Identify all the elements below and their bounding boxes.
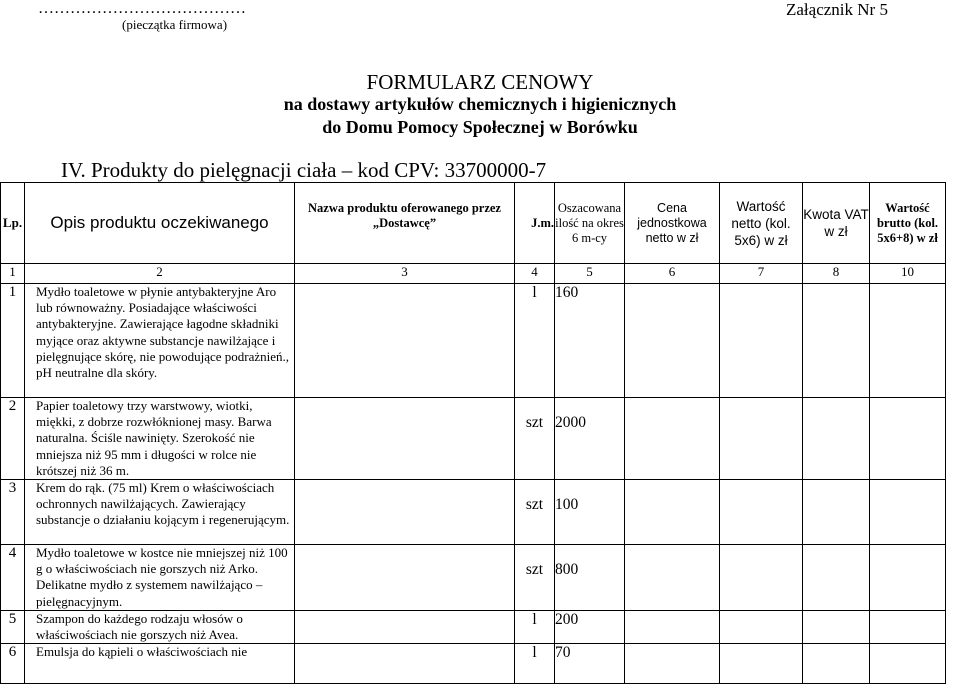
- row-description: Mydło toaletowe w kostce nie mniejszej niż 100 g o właściwościach nie gorszych niż Arko. Delikatne mydło z systemem nawilżająco – pielęgnacyjnym.: [25, 545, 295, 611]
- row-description: Emulsja do kąpieli o właściwościach nie: [25, 644, 295, 684]
- row-quantity: 70: [555, 644, 625, 684]
- stamp-label: (pieczątka firmowa): [122, 17, 228, 32]
- row-lp: 5: [1, 610, 25, 643]
- col-header-lp: Lp.: [1, 183, 25, 264]
- section-heading: IV. Produkty do pielęgnacji ciała – kod CPV: 33700000-7: [61, 158, 547, 182]
- row-unit: l: [515, 284, 555, 398]
- offered-product-cell[interactable]: [295, 644, 515, 684]
- gross-value-cell[interactable]: [870, 610, 946, 643]
- col-number: 7: [720, 264, 803, 284]
- gross-value-cell[interactable]: [870, 480, 946, 545]
- net-value-cell[interactable]: [720, 644, 803, 684]
- row-unit: l: [515, 610, 555, 643]
- unit-price-cell[interactable]: [625, 545, 720, 611]
- net-value-cell[interactable]: [720, 545, 803, 611]
- row-lp: 2: [1, 398, 25, 480]
- row-description: Krem do rąk. (75 ml) Krem o właściwościach ochronnych nawilżających. Zawierający substancje o działaniu kojącym i regenerującym.: [25, 480, 295, 545]
- row-unit: szt: [515, 398, 555, 480]
- row-quantity: 100: [555, 480, 625, 545]
- row-lp: 1: [1, 284, 25, 398]
- column-number-row: [1, 264, 946, 284]
- vat-cell[interactable]: [803, 284, 870, 398]
- price-table: [0, 182, 946, 684]
- table-row: [1, 480, 946, 545]
- vat-cell[interactable]: [803, 644, 870, 684]
- col-number: 6: [625, 264, 720, 284]
- col-number: 5: [555, 264, 625, 284]
- offered-product-cell[interactable]: [295, 480, 515, 545]
- gross-value-cell[interactable]: [870, 644, 946, 684]
- table-row: [1, 398, 946, 480]
- annex-label: Załącznik Nr 5: [786, 0, 888, 19]
- col-header-offered-product: Nazwa produktu oferowanego przez „Dostawcę”: [295, 183, 515, 264]
- row-quantity: 160: [555, 284, 625, 398]
- row-lp: 3: [1, 480, 25, 545]
- table-row: [1, 610, 946, 643]
- stamp-placeholder-dots: …………………………………: [38, 0, 246, 17]
- row-lp: 4: [1, 545, 25, 611]
- table-row: [1, 644, 946, 684]
- col-header-quantity: Oszacowana ilość na okres 6 m-cy: [555, 183, 625, 264]
- unit-price-cell[interactable]: [625, 284, 720, 398]
- unit-price-cell[interactable]: [625, 610, 720, 643]
- table-row: [1, 545, 946, 611]
- col-header-vat: Kwota VAT w zł: [803, 183, 870, 264]
- row-description: Szampon do każdego rodzaju włosów o właściwościach nie gorszych niż Avea.: [25, 610, 295, 643]
- row-description: Papier toaletowy trzy warstwowy, wiotki, miękki, z dobrze rozwłóknionej masy. Barwa naturalna. Ściśle nawinięty. Szerokość nie mniejsza niż 95 mm i długości w rolce nie krótszej niż 36 m.: [25, 398, 295, 480]
- form-subtitle-line1: na dostawy artykułów chemicznych i higienicznych: [283, 94, 677, 114]
- unit-price-cell[interactable]: [625, 480, 720, 545]
- form-title: FORMULARZ CENOWY: [366, 70, 594, 94]
- offered-product-cell[interactable]: [295, 398, 515, 480]
- table-row: [1, 284, 946, 398]
- net-value-cell[interactable]: [720, 610, 803, 643]
- gross-value-cell[interactable]: [870, 398, 946, 480]
- col-number: 10: [870, 264, 946, 284]
- row-description: Mydło toaletowe w płynie antybakteryjne Aro lub równoważny. Posiadające właściwości antybakteryjne. Zawierające łagodne składniki myjące oraz aktywne substancje nawilżające i pielęgnujące skórę, nie powodujące podrażnień., pH neutralne dla skóry.: [25, 284, 295, 398]
- col-number: 8: [803, 264, 870, 284]
- offered-product-cell[interactable]: [295, 610, 515, 643]
- net-value-cell[interactable]: [720, 284, 803, 398]
- table-header-row: [1, 183, 946, 264]
- vat-cell[interactable]: [803, 610, 870, 643]
- offered-product-cell[interactable]: [295, 284, 515, 398]
- unit-price-cell[interactable]: [625, 644, 720, 684]
- vat-cell[interactable]: [803, 545, 870, 611]
- col-number: 2: [25, 264, 295, 284]
- col-header-net-value: Wartość netto (kol. 5x6) w zł: [720, 183, 803, 264]
- row-lp: 6: [1, 644, 25, 684]
- form-subtitle-line2: do Domu Pomocy Społecznej w Borówku: [322, 117, 638, 137]
- unit-price-cell[interactable]: [625, 398, 720, 480]
- col-number: 1: [1, 264, 25, 284]
- col-header-unit-price: Cena jednostkowa netto w zł: [625, 183, 720, 264]
- vat-cell[interactable]: [803, 398, 870, 480]
- gross-value-cell[interactable]: [870, 284, 946, 398]
- offered-product-cell[interactable]: [295, 545, 515, 611]
- col-number: 3: [295, 264, 515, 284]
- net-value-cell[interactable]: [720, 480, 803, 545]
- gross-value-cell[interactable]: [870, 545, 946, 611]
- row-unit: szt: [515, 545, 555, 611]
- row-unit: szt: [515, 480, 555, 545]
- row-unit: l: [515, 644, 555, 684]
- net-value-cell[interactable]: [720, 398, 803, 480]
- row-quantity: 200: [555, 610, 625, 643]
- row-quantity: 2000: [555, 398, 625, 480]
- col-header-description: Opis produktu oczekiwanego: [25, 183, 295, 264]
- row-quantity: 800: [555, 545, 625, 611]
- col-header-unit: J.m.: [515, 183, 555, 264]
- col-header-gross-value: Wartość brutto (kol. 5x6+8) w zł: [870, 183, 946, 264]
- vat-cell[interactable]: [803, 480, 870, 545]
- col-number: 4: [515, 264, 555, 284]
